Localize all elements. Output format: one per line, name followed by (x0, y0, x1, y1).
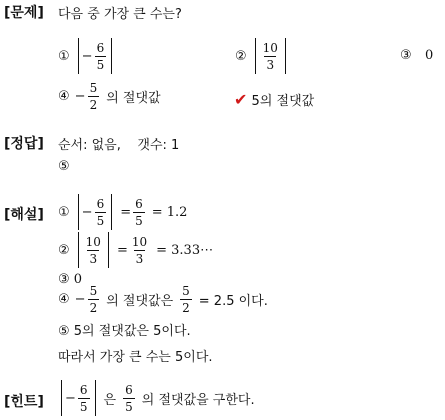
fraction (88, 82, 100, 111)
denominator: 5 (125, 399, 133, 414)
explanation-conclusion: 따라서 가장 큰 수는 5이다. (58, 350, 213, 365)
explanation-3: ③ 0 (58, 272, 83, 287)
abs-bar-left (78, 232, 79, 268)
correct-check-icon: ✔ (234, 90, 248, 109)
answer-line-1: 순서: 없음, 갯수: 1 (58, 138, 180, 153)
abs-bar-left (255, 38, 256, 74)
answer-label: [정답] (4, 136, 44, 152)
minus-sign: − (74, 292, 86, 307)
numerator: 6 (96, 40, 105, 55)
choice-number: ② (235, 48, 247, 64)
minus-sign: − (74, 89, 86, 104)
numerator: 5 (182, 284, 190, 298)
denominator: 2 (89, 301, 98, 315)
denominator: 5 (96, 213, 105, 228)
abs-bar-right (111, 194, 112, 230)
result: = 2.5 이다. (198, 294, 268, 309)
choice-4 (58, 82, 161, 111)
result: = 1.2 (151, 204, 188, 220)
abs-bar-left (78, 38, 79, 74)
denominator: 3 (135, 251, 144, 266)
equals-sign: = (120, 204, 132, 220)
choice-5 (234, 90, 314, 109)
hint-text (58, 380, 255, 416)
result: = 3.33⋯ (156, 242, 214, 258)
explanation-4 (58, 285, 268, 314)
numerator: 6 (96, 196, 105, 211)
abs-bar-left (78, 194, 79, 230)
abs-bar-right (108, 232, 109, 268)
fraction (78, 384, 90, 413)
choice-number: ④ (58, 89, 70, 104)
numerator: 6 (125, 382, 133, 397)
hint-label: [힌트] (4, 394, 44, 410)
fraction (95, 198, 107, 227)
choice-number: ② (58, 242, 70, 258)
explanation-mid-text: 의 절댓값은 (106, 294, 174, 309)
fraction (88, 285, 100, 314)
answer-line-2: ⑤ (58, 159, 70, 174)
explanation-1 (58, 194, 187, 230)
numerator: 10 (85, 234, 101, 249)
hint-mid-text: 은 (103, 392, 117, 408)
denominator: 5 (135, 213, 143, 228)
denominator: 5 (79, 399, 88, 414)
abs-bar-right (285, 38, 286, 74)
fraction (123, 384, 135, 413)
denominator: 2 (89, 98, 98, 112)
numerator: 10 (131, 234, 148, 249)
choice-value: 0 (424, 48, 434, 63)
numerator: 5 (89, 284, 98, 298)
minus-sign: − (81, 204, 93, 220)
explanation-label: [해설] (4, 207, 44, 223)
explanation-2 (58, 232, 213, 268)
fraction (180, 285, 192, 314)
question-text: 다음 중 가장 큰 수는? (58, 7, 182, 22)
denominator: 3 (266, 57, 275, 72)
abs-bar-right (111, 38, 112, 74)
minus-sign: − (65, 390, 76, 406)
minus-sign: − (81, 48, 93, 64)
choice-number: ① (58, 204, 70, 220)
fraction (130, 236, 149, 265)
abs-bar-right (95, 380, 96, 416)
denominator: 5 (96, 57, 105, 72)
denominator: 2 (182, 301, 190, 315)
fraction (261, 42, 280, 71)
choice-number: ④ (58, 292, 70, 307)
choice-1 (58, 38, 115, 74)
fraction (95, 42, 107, 71)
fraction (133, 198, 145, 227)
numerator: 6 (135, 196, 143, 211)
denominator: 3 (89, 251, 98, 266)
numerator: 10 (262, 40, 278, 55)
numerator: 6 (79, 382, 88, 397)
choice-2 (235, 38, 289, 74)
numerator: 5 (89, 81, 98, 95)
choice-suffix: 의 절댓값 (106, 91, 161, 106)
choice-text: 5의 절댓값 (251, 94, 315, 109)
abs-bar-left (61, 380, 62, 416)
choice-3 (400, 48, 433, 63)
choice-number: ① (58, 48, 70, 64)
choice-number: ③ (400, 48, 412, 63)
problem-label: [문제] (4, 5, 44, 21)
explanation-5: ⑤ 5의 절댓값은 5이다. (58, 324, 191, 339)
equals-sign: = (116, 242, 128, 258)
fraction (84, 236, 103, 265)
hint-end-text: 의 절댓값을 구한다. (141, 392, 255, 408)
